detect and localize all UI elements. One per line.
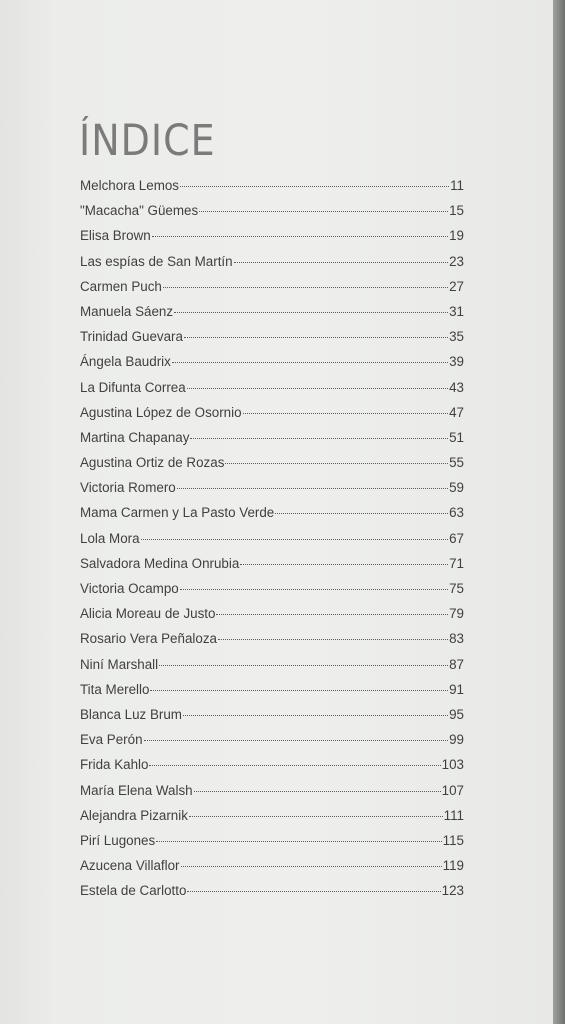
toc-entry-page-number: 43 bbox=[449, 379, 464, 395]
dot-leader bbox=[190, 438, 448, 439]
toc-entry-name: Blanca Luz Brum bbox=[80, 706, 182, 722]
toc-entry-name: Azucena Villaflor bbox=[80, 858, 180, 874]
dot-leader bbox=[163, 287, 448, 288]
toc-entry-page-number: 67 bbox=[449, 530, 464, 546]
dot-leader bbox=[150, 690, 448, 691]
toc-entry bbox=[80, 883, 464, 908]
toc-entry-name: Elisa Brown bbox=[80, 228, 151, 244]
toc-entry bbox=[80, 354, 464, 379]
toc-entry-name: Estela de Carlotto bbox=[80, 883, 187, 899]
toc-entry-page-number: 63 bbox=[449, 505, 464, 521]
dot-leader bbox=[194, 791, 441, 792]
dot-leader bbox=[177, 488, 448, 489]
dot-leader bbox=[187, 891, 440, 892]
toc-entry bbox=[80, 707, 464, 732]
toc-entry bbox=[80, 783, 464, 808]
toc-entry bbox=[80, 581, 464, 606]
dot-leader bbox=[149, 765, 440, 766]
dot-leader bbox=[199, 211, 448, 212]
dot-leader bbox=[240, 564, 448, 565]
toc-entry bbox=[80, 531, 464, 556]
toc-entry-page-number: 51 bbox=[449, 429, 464, 445]
dot-leader bbox=[187, 388, 448, 389]
toc-entry-page-number: 19 bbox=[449, 228, 464, 244]
toc-entry-name: Las espías de San Martín bbox=[80, 253, 233, 269]
toc-entry bbox=[80, 430, 464, 455]
toc-entry bbox=[80, 505, 464, 530]
toc-entry bbox=[80, 178, 464, 203]
toc-entry bbox=[80, 556, 464, 581]
dot-leader bbox=[141, 539, 449, 540]
toc-entry bbox=[80, 254, 464, 279]
toc-entry-page-number: 107 bbox=[441, 782, 464, 798]
dot-leader bbox=[180, 186, 449, 187]
toc-entry-name: Victoria Ocampo bbox=[80, 581, 179, 596]
toc-entry bbox=[80, 329, 464, 354]
toc-entry-name: Martina Chapanay bbox=[80, 429, 190, 445]
toc-entry bbox=[80, 480, 464, 505]
toc-entry-page-number: 115 bbox=[442, 832, 464, 848]
toc-entry bbox=[80, 808, 464, 833]
toc-entry bbox=[80, 606, 464, 631]
toc-entry-page-number: 15 bbox=[449, 203, 464, 219]
toc-entry-name: Victoria Romero bbox=[80, 480, 176, 496]
dot-leader bbox=[234, 262, 449, 263]
toc-entry-name: Agustina López de Osornio bbox=[80, 404, 242, 420]
toc-entry-page-number: 11 bbox=[450, 178, 464, 193]
toc-entry-name: Lola Mora bbox=[80, 530, 140, 546]
toc-entry-name: Agustina Ortiz de Rozas bbox=[80, 455, 225, 471]
toc-entry bbox=[80, 228, 464, 253]
toc-entry-page-number: 91 bbox=[449, 681, 464, 697]
dot-leader bbox=[218, 639, 448, 640]
toc-entry-name: Pirí Lugones bbox=[80, 832, 156, 848]
index-title: ÍNDICE bbox=[79, 116, 216, 166]
toc-entry bbox=[80, 405, 464, 430]
toc-entry-page-number: 75 bbox=[449, 581, 464, 596]
toc-entry bbox=[80, 304, 464, 329]
toc-entry-page-number: 27 bbox=[449, 278, 464, 294]
toc-entry-page-number: 47 bbox=[449, 404, 464, 420]
toc-entry-name: Trinidad Guevara bbox=[80, 329, 183, 345]
toc-entry-name: La Difunta Correa bbox=[80, 379, 186, 395]
toc-entry-name: Niní Marshall bbox=[80, 656, 159, 672]
toc-entry-name: Eva Perón bbox=[80, 732, 143, 748]
toc-entry bbox=[80, 380, 464, 405]
toc-entry-page-number: 99 bbox=[449, 732, 464, 748]
dot-leader bbox=[174, 312, 448, 313]
toc-entry-page-number: 119 bbox=[442, 858, 464, 874]
dot-leader bbox=[159, 665, 448, 666]
toc-entry-name: María Elena Walsh bbox=[80, 782, 193, 798]
dot-leader bbox=[184, 337, 448, 338]
toc-entry-name: Melchora Lemos bbox=[80, 178, 179, 193]
dot-leader bbox=[243, 413, 449, 414]
dot-leader bbox=[181, 866, 442, 867]
toc-entry bbox=[80, 682, 464, 707]
toc-entry-page-number: 111 bbox=[443, 807, 464, 823]
dot-leader bbox=[183, 715, 448, 716]
toc-entry-name: Ángela Baudrix bbox=[80, 354, 171, 370]
dot-leader bbox=[172, 362, 448, 363]
toc-entry bbox=[80, 757, 464, 782]
toc-entry-page-number: 39 bbox=[449, 354, 464, 370]
toc-entry-page-number: 55 bbox=[449, 455, 464, 471]
toc-entry-name: Frida Kahlo bbox=[80, 757, 149, 773]
toc-entry-page-number: 123 bbox=[441, 883, 464, 899]
dot-leader bbox=[180, 589, 448, 590]
toc-entry-name: "Macacha" Güemes bbox=[80, 203, 199, 219]
toc-entry bbox=[80, 279, 464, 304]
toc-entry-page-number: 95 bbox=[449, 706, 464, 722]
table-of-contents bbox=[80, 178, 464, 908]
toc-entry bbox=[80, 833, 464, 858]
toc-entry-page-number: 23 bbox=[449, 253, 464, 269]
toc-entry bbox=[80, 631, 464, 656]
dot-leader bbox=[216, 614, 448, 615]
toc-entry bbox=[80, 455, 464, 480]
toc-entry-name: Alicia Moreau de Justo bbox=[80, 606, 216, 622]
dot-leader bbox=[144, 740, 449, 741]
toc-entry-page-number: 31 bbox=[449, 303, 464, 319]
dot-leader bbox=[275, 513, 448, 514]
toc-entry-name: Carmen Puch bbox=[80, 278, 162, 294]
dot-leader bbox=[156, 841, 441, 842]
toc-entry-name: Mama Carmen y La Pasto Verde bbox=[80, 505, 275, 521]
toc-entry-page-number: 87 bbox=[449, 656, 464, 672]
dot-leader bbox=[225, 463, 448, 464]
toc-entry-page-number: 79 bbox=[449, 606, 464, 622]
page-edge-shadow bbox=[553, 0, 565, 1024]
toc-entry bbox=[80, 657, 464, 682]
dot-leader bbox=[189, 816, 443, 817]
toc-entry-page-number: 35 bbox=[449, 329, 464, 345]
toc-entry-name: Manuela Sáenz bbox=[80, 303, 174, 319]
toc-entry-page-number: 59 bbox=[449, 480, 464, 496]
toc-entry-name: Salvadora Medina Onrubia bbox=[80, 555, 240, 571]
toc-entry-page-number: 103 bbox=[441, 757, 464, 773]
dot-leader bbox=[152, 236, 448, 237]
toc-entry-page-number: 83 bbox=[449, 631, 464, 647]
toc-entry bbox=[80, 858, 464, 883]
toc-entry-name: Rosario Vera Peñaloza bbox=[80, 631, 217, 647]
toc-entry bbox=[80, 203, 464, 228]
toc-entry-name: Tita Merello bbox=[80, 681, 150, 697]
toc-entry bbox=[80, 732, 464, 757]
toc-entry-page-number: 71 bbox=[449, 555, 464, 571]
toc-entry-name: Alejandra Pizarnik bbox=[80, 807, 188, 823]
